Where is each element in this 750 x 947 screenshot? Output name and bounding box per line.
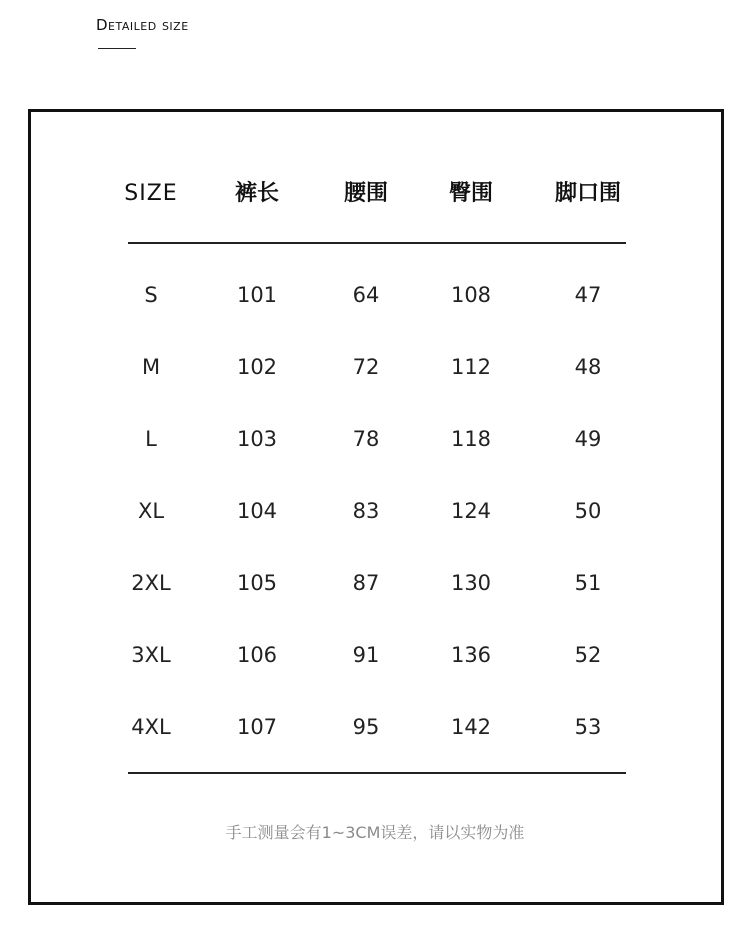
cell-hip: 118 bbox=[450, 427, 492, 451]
table-row bbox=[128, 707, 626, 747]
cell-leg-opening: 52 bbox=[574, 643, 602, 667]
header-pants-length: 裤长 bbox=[234, 181, 279, 206]
heading-underline bbox=[98, 48, 136, 49]
cell-waist: 95 bbox=[352, 715, 380, 739]
cell-size: 4XL bbox=[131, 715, 171, 739]
cell-size: M bbox=[141, 355, 161, 379]
header-hip: 臀围 bbox=[448, 181, 493, 206]
cell-pants-length: 101 bbox=[236, 283, 278, 307]
cell-pants-length: 102 bbox=[236, 355, 278, 379]
cell-waist: 64 bbox=[352, 283, 380, 307]
cell-pants-length: 107 bbox=[236, 715, 278, 739]
cell-pants-length: 106 bbox=[236, 643, 278, 667]
header-waist: 腰围 bbox=[343, 181, 388, 206]
cell-hip: 130 bbox=[450, 571, 492, 595]
cell-size: 2XL bbox=[131, 571, 171, 595]
table-row bbox=[128, 419, 626, 459]
cell-pants-length: 103 bbox=[236, 427, 278, 451]
cell-size: 3XL bbox=[131, 643, 171, 667]
page-heading: Detailed size bbox=[96, 16, 189, 34]
cell-waist: 87 bbox=[352, 571, 380, 595]
header-size: SIZE bbox=[124, 181, 178, 206]
table-header-row bbox=[124, 174, 626, 214]
cell-leg-opening: 49 bbox=[574, 427, 602, 451]
table-row bbox=[128, 275, 626, 315]
cell-size: XL bbox=[137, 499, 165, 523]
cell-waist: 78 bbox=[352, 427, 380, 451]
cell-hip: 108 bbox=[450, 283, 492, 307]
table-row bbox=[128, 347, 626, 387]
cell-size: S bbox=[144, 283, 158, 307]
table-row bbox=[128, 563, 626, 603]
cell-hip: 142 bbox=[450, 715, 492, 739]
cell-leg-opening: 47 bbox=[574, 283, 602, 307]
cell-leg-opening: 53 bbox=[574, 715, 602, 739]
cell-hip: 112 bbox=[450, 355, 492, 379]
header-leg-opening: 脚口围 bbox=[554, 181, 621, 206]
cell-pants-length: 104 bbox=[236, 499, 278, 523]
cell-hip: 124 bbox=[450, 499, 492, 523]
footer-divider bbox=[128, 772, 626, 774]
cell-waist: 83 bbox=[352, 499, 380, 523]
cell-waist: 72 bbox=[352, 355, 380, 379]
cell-size: L bbox=[145, 427, 157, 451]
cell-hip: 136 bbox=[450, 643, 492, 667]
table-row bbox=[128, 635, 626, 675]
header-divider bbox=[128, 242, 626, 244]
cell-leg-opening: 48 bbox=[574, 355, 602, 379]
cell-leg-opening: 50 bbox=[574, 499, 602, 523]
measurement-note: 手工测量会有1~3CM误差，请以实物为准 bbox=[225, 823, 525, 842]
cell-waist: 91 bbox=[352, 643, 380, 667]
cell-pants-length: 105 bbox=[236, 571, 278, 595]
cell-leg-opening: 51 bbox=[574, 571, 602, 595]
table-row bbox=[128, 491, 626, 531]
